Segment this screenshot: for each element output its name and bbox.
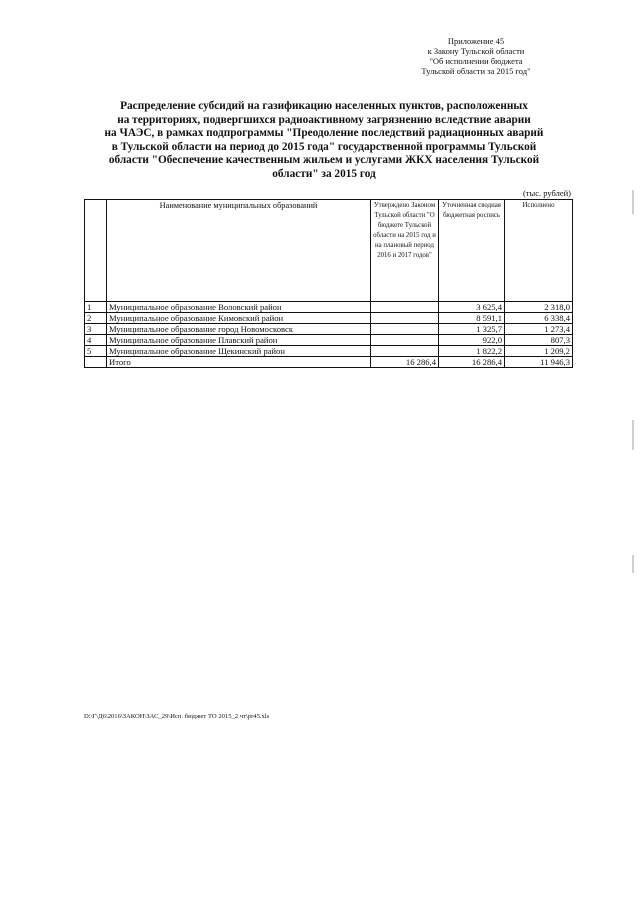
row-name: Муниципальное образование город Новомосковск: [107, 324, 371, 335]
row-approved: [371, 324, 439, 335]
annex-line: Тульской области за 2015 год": [421, 66, 531, 76]
table-row: [85, 313, 573, 324]
header-approved: Утверждено Законом Тульской области "О бюджете Тульской области на 2015 год и на плановый период 2016 и 2017 годов": [371, 200, 439, 302]
annex-line: "Об исполнении бюджета: [429, 56, 523, 66]
document-title: [84, 100, 564, 182]
scan-edge-mark: [632, 420, 634, 450]
row-executed: 807,3: [505, 335, 573, 346]
file-path-footer: D:\Г\Д6\2016\ЗАКОН\ЗАС_29\Исп. бюджет ТО 2015_2 чт\pr45.xls: [84, 713, 270, 720]
total-label: Итого: [107, 357, 371, 368]
row-revised: 1 822,2: [439, 346, 505, 357]
annex-line: Приложение 45: [447, 36, 505, 46]
total-executed: 11 946,3: [505, 357, 573, 368]
header-revised: Уточненная сводная бюджетная роспись: [439, 200, 505, 302]
row-name: Муниципальное образование Щекинский район: [107, 346, 371, 357]
row-executed: 6 338,4: [505, 313, 573, 324]
scan-edge-mark: [632, 555, 634, 573]
row-name: Муниципальное образование Воловский район: [107, 302, 371, 313]
title-line: области "Обеспечение качественным жильем и услугами ЖКХ населения Тульской: [108, 154, 540, 167]
row-revised: 1 325,7: [439, 324, 505, 335]
header-name: Наименование муниципальных образований: [107, 200, 371, 302]
row-revised: 8 591,1: [439, 313, 505, 324]
row-number: 3: [85, 324, 107, 335]
table-row: [85, 324, 573, 335]
total-number: [85, 357, 107, 368]
row-revised: 922,0: [439, 335, 505, 346]
row-approved: [371, 302, 439, 313]
row-executed: 1 209,2: [505, 346, 573, 357]
table-row: [85, 335, 573, 346]
row-approved: [371, 313, 439, 324]
row-name: Муниципальное образование Кимовский район: [107, 313, 371, 324]
title-line: на территориях, подвергшихся радиоактивному загрязнению вследствие аварии: [117, 113, 531, 126]
total-revised: 16 286,4: [439, 357, 505, 368]
units-label: (тыс. рублей): [522, 188, 571, 198]
table-row: [85, 346, 573, 357]
row-number: 1: [85, 302, 107, 313]
annex-block: [396, 36, 556, 76]
row-number: 5: [85, 346, 107, 357]
row-number: 2: [85, 313, 107, 324]
table-total-row: [85, 357, 573, 368]
table-row: [85, 302, 573, 313]
row-name: Муниципальное образование Плавский район: [107, 335, 371, 346]
total-approved: 16 286,4: [371, 357, 439, 368]
header-number: [85, 200, 107, 302]
title-line: в Тульской области на период до 2015 года" государственной программы Тульской: [111, 140, 537, 153]
table-header-row: [85, 200, 573, 302]
title-line: Распределение субсидий на газификацию населенных пунктов, расположенных: [120, 100, 528, 112]
row-executed: 1 273,4: [505, 324, 573, 335]
subsidy-table: [84, 199, 573, 368]
scan-edge-mark: [632, 190, 634, 214]
header-executed: Исполнено: [505, 200, 573, 302]
annex-line: к Закону Тульской области: [427, 46, 525, 56]
title-line: на ЧАЭС, в рамках подпрограммы "Преодоление последствий радиационных аварий: [104, 127, 544, 140]
row-revised: 3 625,4: [439, 302, 505, 313]
row-number: 4: [85, 335, 107, 346]
row-approved: [371, 335, 439, 346]
row-approved: [371, 346, 439, 357]
row-executed: 2 318,0: [505, 302, 573, 313]
title-line: области" за 2015 год: [272, 167, 376, 180]
